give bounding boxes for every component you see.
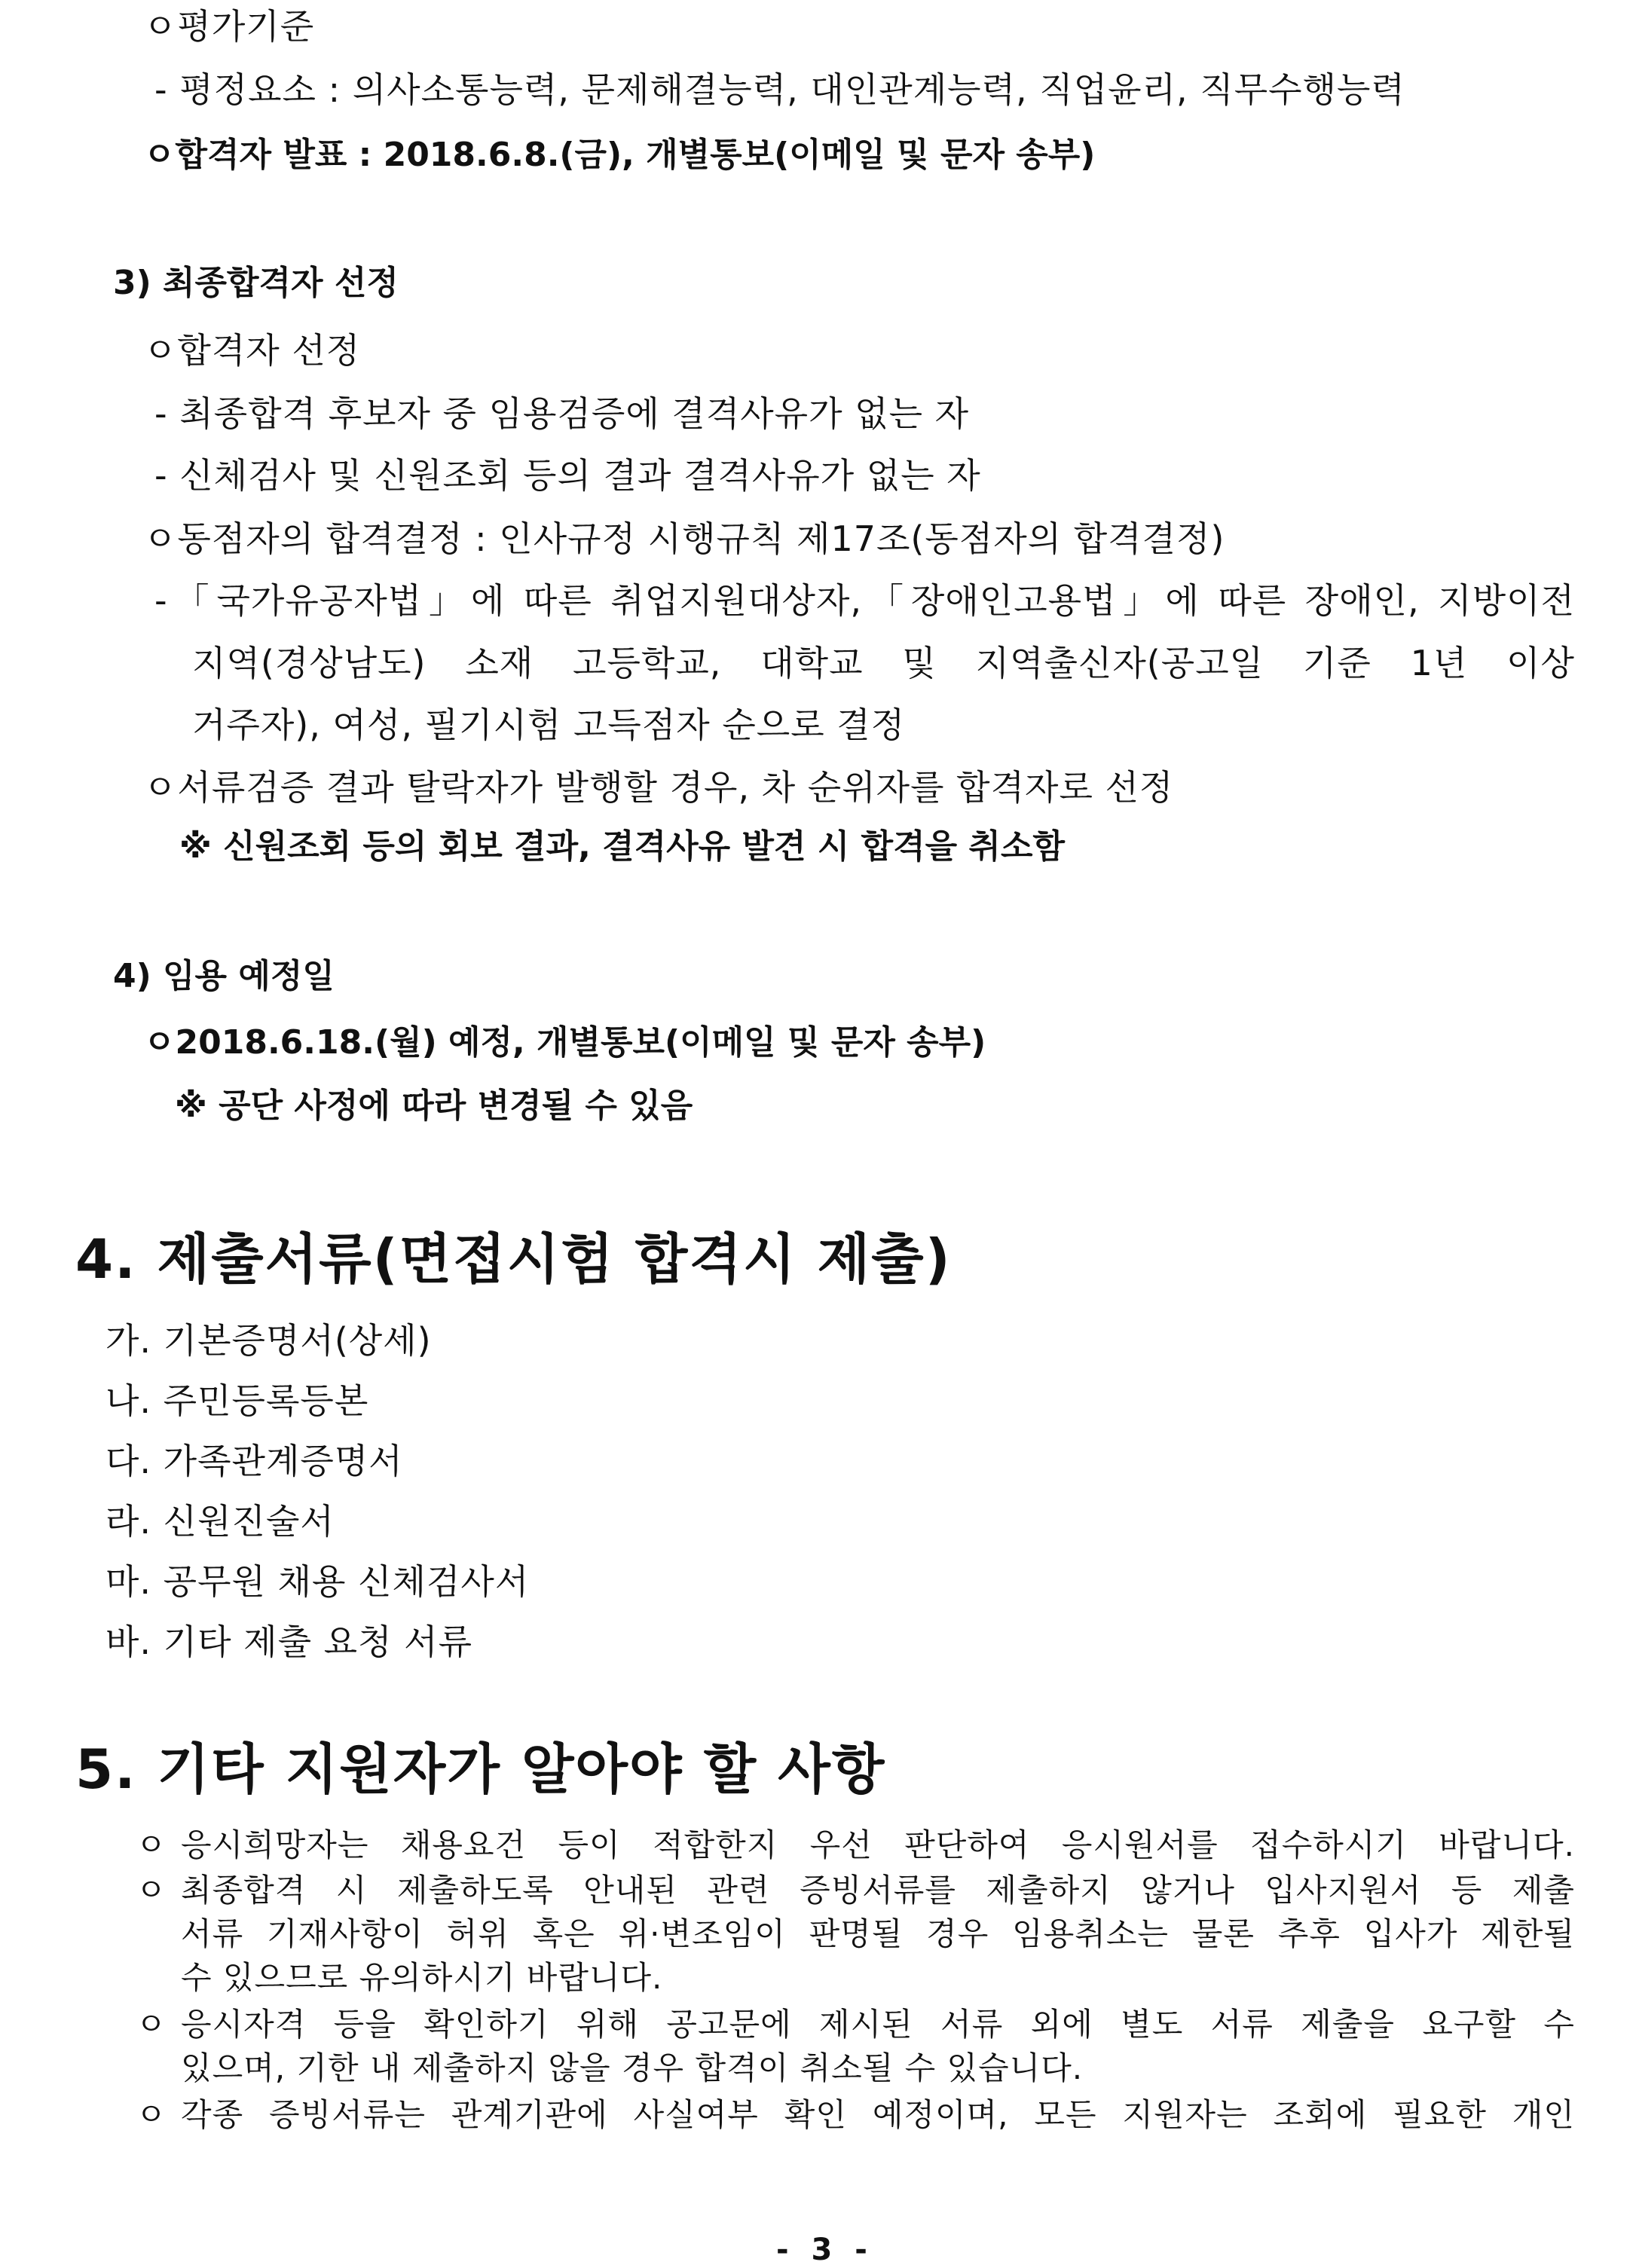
bullet-icon: ㅇ — [136, 1826, 167, 1863]
document-item: 라. 신원진술서 — [105, 1501, 335, 1542]
doc-check-line: ㅇ서류검증 결과 탈락자가 발행할 경우, 차 순위자를 합격자로 선정 — [143, 767, 1174, 808]
documents-heading: 4. 제출서류(면접시험 합격시 제출) — [75, 1227, 952, 1291]
document-item: 나. 주민등록등본 — [105, 1380, 369, 1421]
selection-item: - 신체검사 및 신원조회 등의 결과 결격사유가 없는 자 — [154, 455, 981, 496]
selection-item: - 최종합격 후보자 중 임용검증에 결격사유가 없는 자 — [154, 393, 970, 434]
notice-line: 수 있으므로 유의하시기 바랍니다. — [181, 1959, 663, 1996]
notice-line: 응시희망자는 채용요건 등이 적합한지 우선 판단하여 응시원서를 접수하시기 바랍니다. — [181, 1826, 1575, 1863]
page-number: - 3 - — [776, 2233, 873, 2267]
bullet-icon: ㅇ — [136, 1872, 167, 1909]
document-item: 바. 기타 제출 요청 서류 — [105, 1622, 473, 1662]
cancellation-note: ※ 신원조회 등의 회보 결과, 결격사유 발견 시 합격을 취소함 — [179, 827, 1065, 866]
notice-line: 있으며, 기한 내 제출하지 않을 경우 합격이 취소될 수 있습니다. — [181, 2049, 1084, 2086]
bullet-icon: ㅇ — [136, 2096, 167, 2133]
final-selection-heading: 3) 최종합격자 선정 — [113, 264, 399, 302]
document-item: 다. 가족관계증명서 — [105, 1441, 403, 1481]
notice-line: 응시자격 등을 확인하기 위해 공고문에 제시된 서류 외에 별도 서류 제출을 요구할 수 — [181, 2006, 1575, 2043]
notice-line: 각종 증빙서류는 관계기관에 사실여부 확인 예정이며, 모든 지원자는 조회에 필요한 개인 — [181, 2096, 1575, 2133]
tie-rule-title: ㅇ동점자의 합격결정 : 인사규정 시행규칙 제17조(동점자의 합격결정) — [143, 518, 1225, 559]
tie-rule-line: 거주자), 여성, 필기시험 고득점자 순으로 결정 — [192, 705, 906, 745]
bullet-icon: ㅇ — [136, 2006, 167, 2043]
appointment-heading: 4) 임용 예정일 — [113, 957, 335, 995]
tie-rule-line: 지역(경상남도) 소재 고등학교, 대학교 및 지역출신자(공고일 기준 1년 이상 — [192, 643, 1575, 683]
appointment-date: ㅇ2018.6.18.(월) 예정, 개별통보(이메일 및 문자 송부) — [143, 1023, 986, 1062]
appointment-note: ※ 공단 사정에 따라 변경될 수 있음 — [175, 1087, 693, 1125]
criteria-title: ㅇ평가기준 — [143, 6, 315, 47]
tie-rule-line: -「국가유공자법」에 따른 취업지원대상자,「장애인고용법」에 따른 장애인, 지방이전 — [154, 580, 1575, 621]
notice-line: 최종합격 시 제출하도록 안내된 관련 증빙서류를 제출하지 않거나 입사지원서 등 제출 — [181, 1872, 1575, 1909]
notes-heading: 5. 기타 지원자가 알아야 할 사항 — [75, 1738, 886, 1801]
criteria-item: - 평정요소 : 의사소통능력, 문제해결능력, 대인관계능력, 직업윤리, 직무수행능력 — [154, 69, 1405, 110]
document-item: 마. 공무원 채용 신체검사서 — [105, 1561, 530, 1602]
notice-line: 서류 기재사항이 허위 혹은 위·변조임이 판명될 경우 임용취소는 물론 추후 입사가 제한될 — [181, 1915, 1575, 1952]
document-item: 가. 기본증명서(상세) — [105, 1320, 432, 1361]
announcement-line: ㅇ합격자 발표 : 2018.6.8.(금), 개별통보(이메일 및 문자 송부) — [143, 136, 1096, 174]
selection-title: ㅇ합격자 선정 — [143, 330, 361, 371]
